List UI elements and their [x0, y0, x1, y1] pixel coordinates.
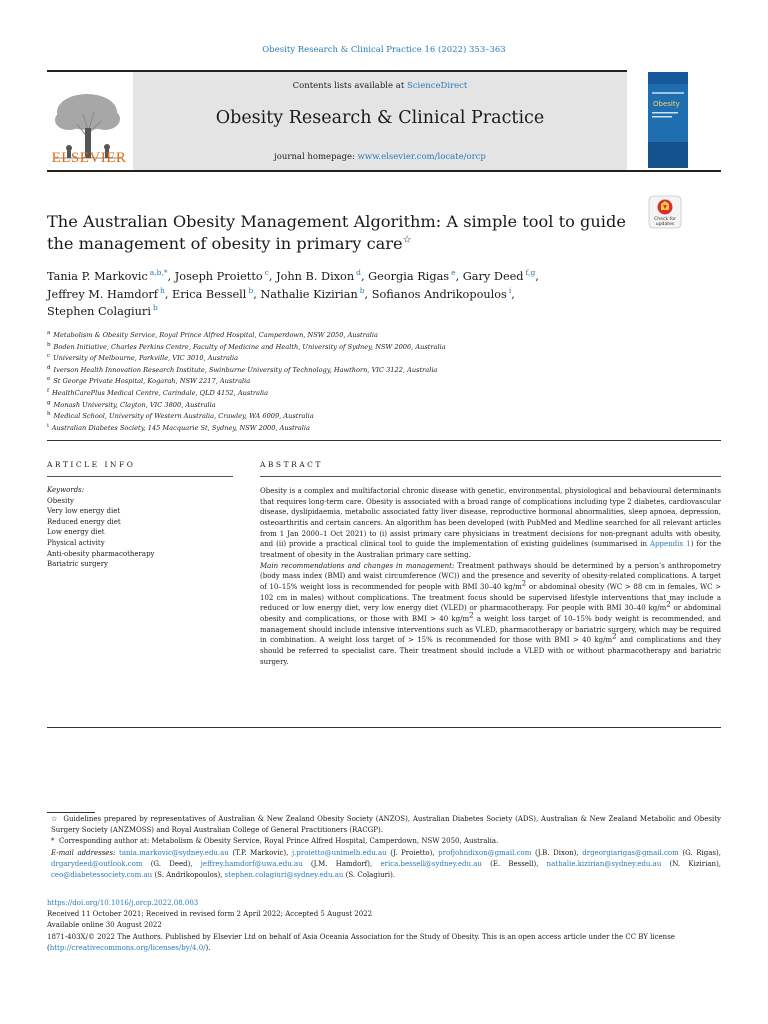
email-link[interactable]: j.proietto@unimelb.edu.au — [291, 848, 387, 857]
affiliation-list — [47, 330, 647, 434]
corresponding-author-text: Corresponding author at: Metabolism & Obesity Service, Royal Prince Alfred Hospital, Camperdown, NSW 2050, Australia. — [58, 837, 499, 846]
title-footnote-mark[interactable]: ☆ — [402, 234, 412, 246]
contents-prefix: Contents lists available at — [292, 81, 407, 91]
email-link[interactable]: stephen.colagiuri@sydney.edu.au — [224, 871, 344, 880]
abstract-body — [260, 486, 721, 667]
abstract-heading: ABSTRACT — [260, 460, 323, 469]
author-separator: , — [455, 270, 463, 283]
abstract-bottom-divider — [47, 727, 721, 728]
author-affiliation-marker[interactable]: c — [264, 268, 269, 278]
affiliation-marker: d — [47, 364, 51, 371]
footnote-rule — [47, 812, 95, 813]
superscript-2: 2 — [469, 611, 474, 620]
email-link[interactable]: drgeorgiarigas@gmail.com — [582, 848, 679, 857]
keyword-item: Low energy diet — [47, 528, 105, 537]
affiliation-marker: c — [47, 353, 51, 359]
email-link[interactable]: jeffrey.hamdorf@uwa.edu.au — [200, 859, 303, 868]
keyword-list — [47, 496, 237, 570]
abstract-p1-text-b: ) for the treatment of obesity in the Australian primary care setting. — [260, 540, 721, 559]
author-name[interactable]: Stephen Colagiuri — [47, 305, 151, 318]
affiliation-item — [47, 376, 647, 388]
author-separator: , — [364, 287, 372, 301]
author-name[interactable]: Tania P. Markovic — [47, 270, 148, 283]
masthead-box — [133, 72, 627, 170]
corresponding-author-note — [47, 836, 721, 847]
author-separator: , — [268, 270, 277, 283]
available-online-date: Available online 30 August 2022 — [47, 921, 162, 930]
affiliation-text: St George Private Hospital, Kogarah, NSW 2217, Australia — [53, 377, 251, 386]
author-affiliation-marker[interactable]: f,g — [525, 268, 536, 278]
affiliation-text: Boden Initiative, Charles Perkins Centre, Faculty of Medicine and Health, University of Sydney, NSW 2006, Australia — [53, 342, 446, 351]
abstract-rule — [260, 476, 721, 477]
email-link[interactable]: profjohndixon@gmail.com — [438, 848, 532, 857]
author-name[interactable]: Erica Bessell — [172, 287, 247, 301]
cover-label: Obesity — [653, 100, 680, 108]
author-affiliation-marker[interactable]: a,b,* — [149, 268, 168, 278]
keywords-panel — [47, 485, 237, 570]
journal-banner — [47, 70, 721, 172]
journal-cover-thumbnail[interactable] — [648, 72, 688, 168]
abstract-p2-text-4: a weight loss target of 10–15% body weight is recommended, and management should include intensive interventions such as VLED, pharmacotherapy or bariatric surgery, which may be required in combination. A weight loss target of > 15% is recommended for those with BMI > 40 kg/m — [260, 614, 721, 645]
affiliation-text: Monash University, Clayton, VIC 3800, Australia — [53, 400, 216, 409]
author-name[interactable]: Joseph Proietto — [174, 270, 263, 283]
banner-bottom-rule — [47, 170, 721, 172]
badge-text-line1: Check for — [654, 217, 676, 222]
affiliation-item — [47, 330, 647, 342]
affiliation-text: Iverson Health Innovation Research Institute, Swinburne University of Technology, Hawthorn, VIC 3122, Australia — [53, 365, 438, 374]
keyword-item: Physical activity — [47, 538, 105, 547]
affiliation-text: University of Melbourne, Parkville, VIC 3010, Australia — [53, 354, 239, 363]
affiliation-marker: i — [47, 422, 49, 429]
article-title — [47, 211, 637, 255]
header-divider — [47, 440, 721, 441]
journal-title: Obesity Research & Clinical Practice — [215, 108, 545, 128]
affiliation-item — [47, 342, 647, 354]
superscript-2: 2 — [666, 600, 671, 609]
affiliation-item — [47, 388, 647, 400]
author-separator: , — [164, 287, 172, 301]
affiliation-text: Metabolism & Obesity Service, Royal Prince Alfred Hospital, Camperdown, NSW 2050, Australia — [53, 331, 378, 339]
abstract-p2-text-1: Treatment pathways should be determined by a person’s anthropometry (body mass index (BMI) and waist circumference (WC)) and the presence and severity of obesity-related complications. A target of 10–15% weight loss is recommended for people with BMI 30–40 kg/m — [260, 561, 721, 591]
email-link[interactable]: ceo@diabetessociety.com.au — [51, 871, 153, 880]
affiliation-marker: h — [47, 410, 51, 417]
title-footnote — [47, 814, 721, 836]
affiliation-item — [47, 365, 647, 377]
keyword-item: Very low energy diet — [47, 507, 121, 516]
received-dates: Received 11 October 2021; Received in revised form 2 April 2022; Accepted 5 August 2022 — [47, 910, 373, 919]
email-owner: (J. Proietto), — [386, 848, 439, 857]
check-for-updates-badge[interactable] — [648, 195, 682, 229]
email-owner: (T.P. Markovic), — [228, 848, 292, 857]
doi-link[interactable]: https://doi.org/10.1016/j.orcp.2022.08.003 — [47, 899, 199, 907]
author-affiliation-marker[interactable]: b — [248, 285, 254, 295]
appendix-link[interactable]: Appendix 1 — [649, 540, 691, 549]
keyword-item: Obesity — [47, 496, 74, 505]
author-affiliation-marker[interactable]: b — [359, 285, 365, 295]
email-link[interactable]: nathalie.kizirian@sydney.edu.au — [546, 859, 662, 868]
superscript-2: 2 — [521, 579, 527, 588]
affiliation-marker: a — [47, 329, 51, 336]
author-affiliation-marker[interactable]: h — [159, 285, 165, 295]
abstract-p1-text-a: Obesity is a complex and multifactorial chronic disease with genetic, environmental, physiological and behavioural determinants that requires long-term care. Obesity is associated with a broad range of complications including type 2 diabetes, cardiovascular disease, dyslipidaemia, metabolic associated fatty liver disease, reproductive hormonal abnormalities, sleep apnoea, depression, osteoarthritis and certain cancers. An algorithm has been developed (with PubMed and Medline searched for all relevant articles from 1 Jan 2000–1 Oct 2021) to (i) assist primary care physicians in treatment decisions for non-pregnant adults with obesity, and (ii) provide a practical clinical tool to guide the implementation of existing guidelines (summarised in — [260, 487, 721, 549]
email-owner: (S. Andrikopoulos), — [152, 871, 225, 880]
author-name[interactable]: Nathalie Kizirian — [260, 287, 358, 301]
cover-art-icon — [648, 72, 688, 168]
affiliation-marker: g — [47, 399, 51, 406]
check-for-updates-icon — [648, 195, 682, 229]
license-statement — [47, 932, 721, 954]
email-owner: (N. Kizirian), — [661, 859, 722, 868]
author-affiliation-marker[interactable]: d — [356, 268, 361, 278]
homepage-line — [133, 152, 627, 162]
author-affiliation-marker[interactable]: i — [508, 285, 512, 295]
author-name[interactable]: Sofianos Andrikopoulos — [371, 287, 507, 301]
author-separator: , — [360, 270, 369, 283]
license-text: 1871-403X/© 2022 The Authors. Published by Elsevier Ltd on behalf of Asia Oceania Association for the Study of Obesity. This is an open access article under the CC BY license ( — [47, 932, 675, 952]
email-owner: (E. Bessell), — [481, 859, 547, 868]
license-text-end: ). — [205, 943, 211, 952]
email-link[interactable]: erica.bessell@sydney.edu.au — [380, 859, 482, 868]
keywords-label: Keywords: — [47, 486, 85, 494]
keyword-item: Anti-obesity pharmacotherapy — [47, 549, 155, 558]
title-footnote-marker: ☆ — [51, 815, 58, 823]
author-separator: , — [253, 287, 261, 301]
affiliation-item — [47, 423, 647, 435]
journal-homepage-link[interactable]: www.elsevier.com/locate/orcp — [357, 152, 486, 162]
publisher-name: ELSEVIER — [51, 150, 127, 166]
author-affiliation-marker[interactable]: b — [152, 303, 158, 313]
article-info-rule — [47, 476, 233, 477]
author-name[interactable]: Gary Deed — [462, 270, 524, 283]
author-affiliation-marker[interactable]: e — [451, 268, 456, 278]
affiliation-marker: b — [47, 341, 51, 348]
article-info-heading: ARTICLE INFO — [47, 460, 136, 469]
abstract-paragraph-1 — [260, 486, 721, 561]
abstract-p2-text-2: or abdominal obesity (WC > 88 cm in females, WC > 102 cm in males) without complications. The treatment focus should be supervised lifestyle interventions that may include a reduced or low energy diet, very low energy diet (VLED) or pharmacotherapy. For people with BMI 30–40 kg/m — [260, 582, 722, 613]
author-separator: , — [511, 287, 515, 301]
publication-info — [47, 898, 721, 954]
keyword-item: Bariatric surgery — [47, 560, 108, 569]
email-owner: (S. Colagiuri). — [343, 871, 396, 880]
footnotes — [47, 814, 721, 881]
author-list — [47, 268, 647, 321]
email-addresses — [47, 848, 721, 882]
email-owner: (G. Rigas), — [678, 848, 721, 857]
affiliation-item — [47, 400, 647, 412]
email-owner: (G. Deed), — [142, 859, 201, 868]
emails-label: E-mail addresses: — [51, 848, 116, 857]
author-separator: , — [535, 270, 539, 283]
contents-line — [133, 81, 627, 91]
abstract-p2-text-3: or abdominal obesity and complications, or those with BMI > 40 kg/m — [260, 604, 721, 623]
title-footnote-text: Guidelines prepared by representatives of Australian & New Zealand Obesity Society (ANZOS), Australian Diabetes Society (ADS), Australian & New Zealand Metabolic and Obesity Surgery Society (ANZMOSS) and Royal Australian College of General Practitioners (RACGP). — [51, 815, 721, 835]
email-link[interactable]: tania.markovic@sydney.edu.au — [119, 848, 229, 857]
author-name[interactable]: John B. Dixon — [276, 270, 355, 283]
affiliation-item — [47, 411, 647, 423]
affiliation-text: Australian Diabetes Society, 145 Macquarie St, Sydney, NSW 2000, Australia — [51, 423, 310, 432]
running-head[interactable]: Obesity Research & Clinical Practice 16 (2022) 353–363 — [262, 45, 506, 55]
affiliation-text: HealthCarePlus Medical Centre, Carindale, QLD 4152, Australia — [52, 388, 269, 397]
keyword-item: Reduced energy diet — [47, 517, 121, 526]
affiliation-item — [47, 353, 647, 365]
email-owner: (J.M. Hamdorf), — [302, 859, 381, 868]
superscript-2: 2 — [612, 632, 617, 641]
affiliation-text: Medical School, University of Western Australia, Crawley, WA 6009, Australia — [53, 412, 314, 421]
abstract-p2-text-5: and complications and they should be referred to specialist care. Their treatment should include a VLED with or without pharmacotherapy and bariatric surgery. — [260, 636, 721, 666]
email-link[interactable]: drgarydeed@outlook.com — [51, 859, 143, 868]
author-name[interactable]: Georgia Rigas — [368, 270, 450, 283]
article-title-text: The Australian Obesity Management Algorithm: A simple tool to guide the management of obesity in primary care — [47, 212, 626, 253]
author-name[interactable]: Jeffrey M. Hamdorf — [47, 287, 158, 301]
affiliation-marker: e — [47, 376, 51, 383]
badge-text-line2: updates — [655, 222, 675, 227]
abstract-p2-lead: Main recommendations and changes in management: — [260, 561, 455, 570]
affiliation-marker: f — [47, 387, 50, 394]
license-link[interactable]: http://creativecommons.org/licenses/by/4.0/ — [49, 943, 206, 952]
corresponding-author-marker: * — [51, 837, 55, 846]
abstract-paragraph-2 — [260, 561, 721, 668]
email-owner: (J.B. Dixon), — [531, 848, 583, 857]
homepage-prefix: journal homepage: — [274, 152, 358, 162]
author-separator: , — [167, 270, 175, 283]
sciencedirect-link[interactable]: ScienceDirect — [406, 81, 468, 91]
